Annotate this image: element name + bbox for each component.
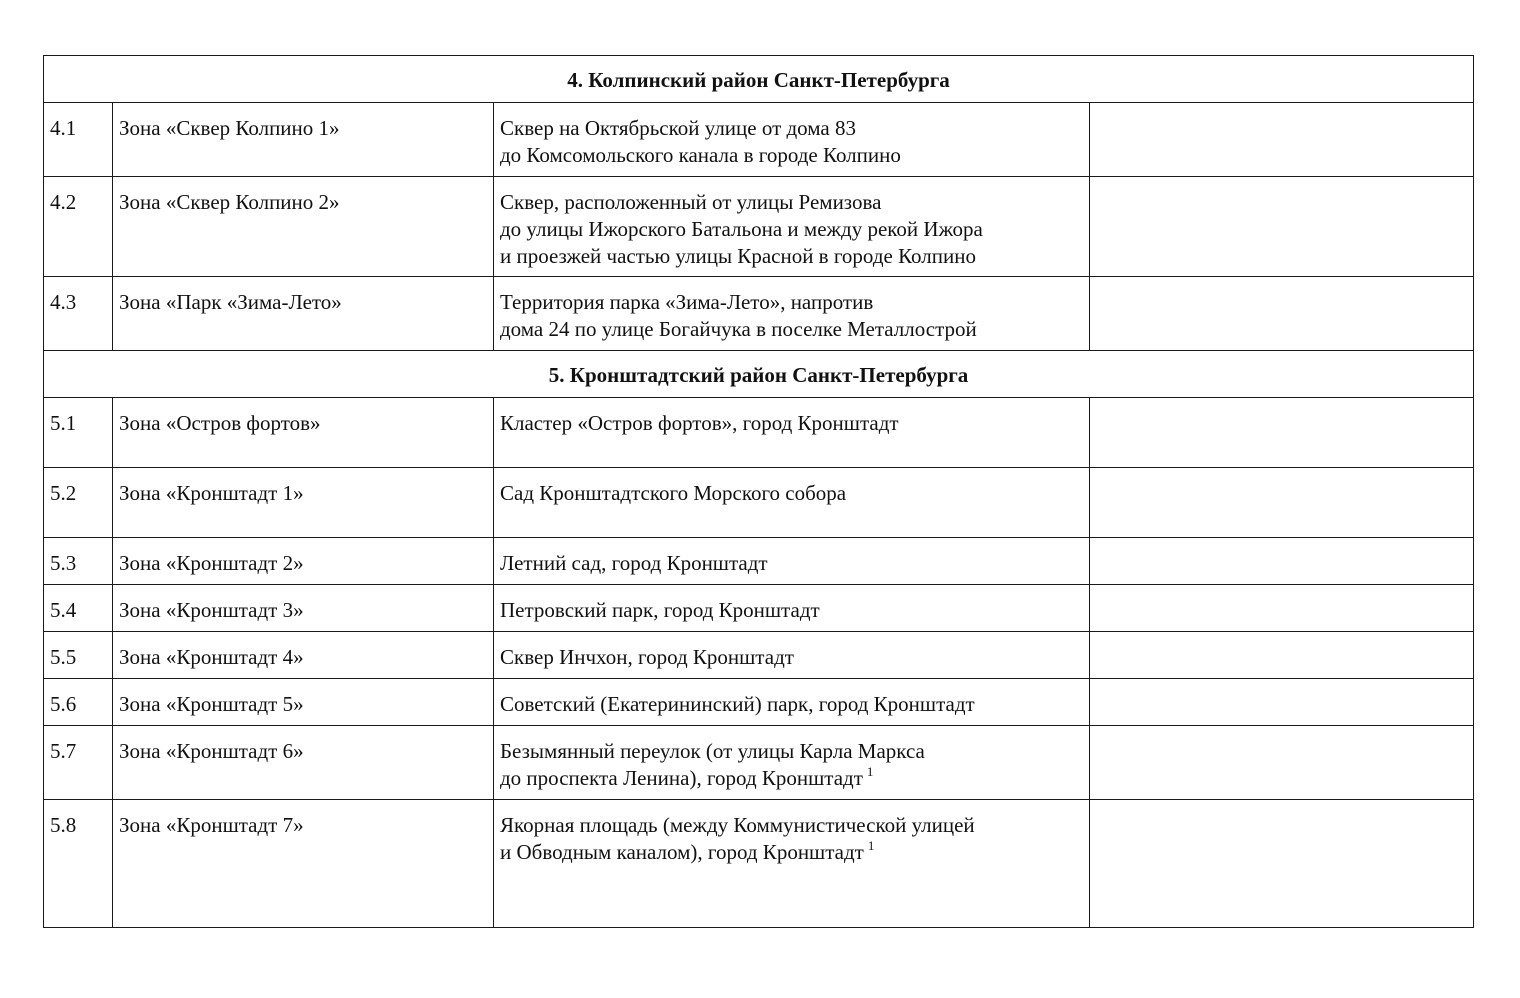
zone-description <box>494 468 1090 538</box>
description-text: и Обводным каналом), город Кронштадт <box>500 840 864 864</box>
section-title: 4. Колпинский район Санкт-Петербурга <box>44 56 1474 103</box>
description-text: Безымянный переулок (от улицы Карла Маркса <box>500 739 925 763</box>
description-text: до Комсомольского канала в городе Колпино <box>500 143 901 167</box>
table-row <box>44 538 1474 585</box>
description-line <box>500 812 1083 839</box>
zone-name: Зона «Остров фортов» <box>113 398 494 468</box>
empty-cell <box>1090 726 1474 800</box>
zone-name: Зона «Кронштадт 6» <box>113 726 494 800</box>
empty-cell <box>1090 679 1474 726</box>
description-line <box>500 691 1083 718</box>
zone-description <box>494 632 1090 679</box>
description-text: Кластер «Остров фортов», город Кронштадт <box>500 411 899 435</box>
table-row <box>44 585 1474 632</box>
description-text: Петровский парк, город Кронштадт <box>500 598 820 622</box>
row-number: 5.8 <box>44 800 113 928</box>
description-line <box>500 243 1083 270</box>
zones-table-body <box>44 56 1474 928</box>
description-line <box>500 738 1083 765</box>
empty-cell <box>1090 103 1474 177</box>
zone-name: Зона «Парк «Зима-Лето» <box>113 277 494 351</box>
zone-description <box>494 103 1090 177</box>
row-number: 5.6 <box>44 679 113 726</box>
section-title: 5. Кронштадтский район Санкт-Петербурга <box>44 351 1474 398</box>
footnote-marker: 1 <box>866 764 874 779</box>
table-row <box>44 277 1474 351</box>
row-number: 5.1 <box>44 398 113 468</box>
description-line <box>500 839 1083 866</box>
description-text: до улицы Ижорского Батальона и между рекой Ижора <box>500 217 983 241</box>
empty-cell <box>1090 277 1474 351</box>
empty-cell <box>1090 585 1474 632</box>
zone-name: Зона «Кронштадт 2» <box>113 538 494 585</box>
row-number: 4.3 <box>44 277 113 351</box>
row-number: 5.7 <box>44 726 113 800</box>
table-row <box>44 177 1474 277</box>
empty-cell <box>1090 177 1474 277</box>
description-line <box>500 410 1083 437</box>
zone-description <box>494 538 1090 585</box>
row-number: 4.1 <box>44 103 113 177</box>
zone-name: Зона «Кронштадт 3» <box>113 585 494 632</box>
zone-name: Зона «Кронштадт 5» <box>113 679 494 726</box>
table-row <box>44 679 1474 726</box>
empty-cell <box>1090 632 1474 679</box>
description-text: и проезжей частью улицы Красной в городе Колпино <box>500 244 976 268</box>
empty-cell <box>1090 800 1474 928</box>
zone-name: Зона «Кронштадт 4» <box>113 632 494 679</box>
description-line <box>500 142 1083 169</box>
description-text: Сад Кронштадтского Морского собора <box>500 481 847 505</box>
description-text: Советский (Екатерининский) парк, город Кронштадт <box>500 692 975 716</box>
description-line <box>500 644 1083 671</box>
zone-description <box>494 679 1090 726</box>
row-number: 4.2 <box>44 177 113 277</box>
zone-description <box>494 800 1090 928</box>
section-header-row <box>44 351 1474 398</box>
table-row <box>44 468 1474 538</box>
row-number: 5.4 <box>44 585 113 632</box>
table-row <box>44 398 1474 468</box>
description-text: Территория парка «Зима-Лето», напротив <box>500 290 874 314</box>
description-line <box>500 316 1083 343</box>
zones-table <box>43 55 1474 928</box>
description-text: Сквер, расположенный от улицы Ремизова <box>500 190 882 214</box>
description-line <box>500 189 1083 216</box>
row-number: 5.5 <box>44 632 113 679</box>
table-row <box>44 632 1474 679</box>
description-text: Летний сад, город Кронштадт <box>500 551 768 575</box>
table-row <box>44 726 1474 800</box>
description-line <box>500 289 1083 316</box>
zone-name: Зона «Кронштадт 1» <box>113 468 494 538</box>
description-text: Сквер на Октябрьской улице от дома 83 <box>500 116 856 140</box>
description-text: дома 24 по улице Богайчука в поселке Металлострой <box>500 317 977 341</box>
zone-description <box>494 277 1090 351</box>
zone-description <box>494 585 1090 632</box>
zone-name: Зона «Сквер Колпино 2» <box>113 177 494 277</box>
table-row <box>44 103 1474 177</box>
row-number: 5.3 <box>44 538 113 585</box>
zone-description <box>494 177 1090 277</box>
description-text: Сквер Инчхон, город Кронштадт <box>500 645 794 669</box>
description-line <box>500 115 1083 142</box>
footnote-marker: 1 <box>867 838 875 853</box>
description-text: Якорная площадь (между Коммунистической улицей <box>500 813 975 837</box>
description-line <box>500 480 1083 507</box>
zone-name: Зона «Сквер Колпино 1» <box>113 103 494 177</box>
description-line <box>500 597 1083 624</box>
description-line <box>500 550 1083 577</box>
empty-cell <box>1090 538 1474 585</box>
empty-cell <box>1090 398 1474 468</box>
description-text: до проспекта Ленина), город Кронштадт <box>500 766 863 790</box>
row-number: 5.2 <box>44 468 113 538</box>
section-header-row <box>44 56 1474 103</box>
zone-description <box>494 398 1090 468</box>
table-row <box>44 800 1474 928</box>
empty-cell <box>1090 468 1474 538</box>
description-line <box>500 765 1083 792</box>
description-line <box>500 216 1083 243</box>
zone-name: Зона «Кронштадт 7» <box>113 800 494 928</box>
zone-description <box>494 726 1090 800</box>
